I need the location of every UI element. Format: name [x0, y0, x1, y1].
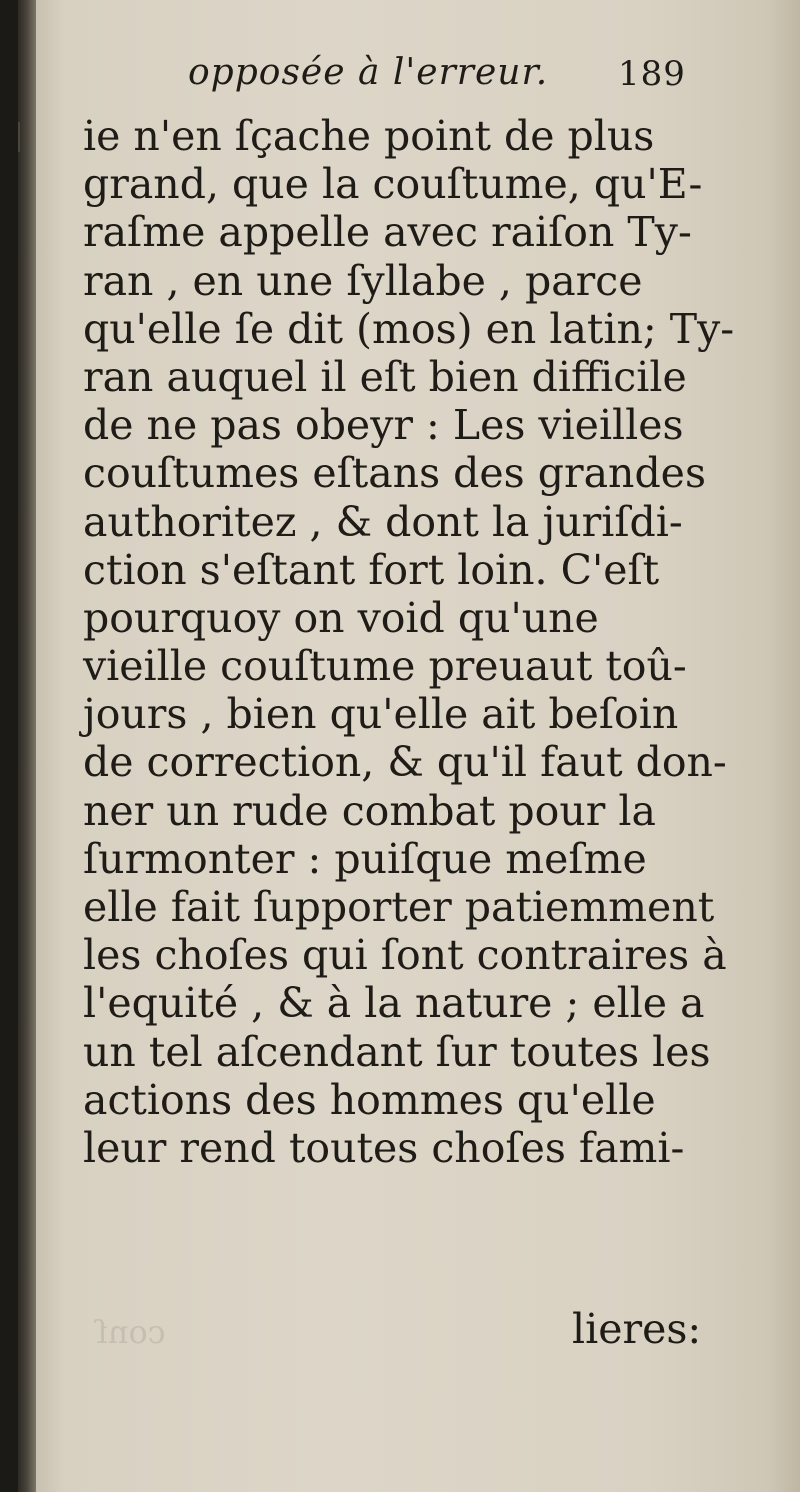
text-line: elle fait ſupporter patiemment [83, 883, 715, 931]
text-line: ie n'en ſçache point de plus [83, 112, 655, 160]
text-line: qu'elle ſe dit (mos) en latin; Ty- [83, 304, 735, 353]
page-gutter-shadow [18, 0, 36, 1492]
text-line: raſme appelle avec raiſon Ty- [83, 208, 692, 257]
text-line: de ne pas obeyr : Les vieilles [83, 401, 684, 450]
running-head: opposée à l'erreur. [188, 52, 549, 93]
text-line: actions des hommes qu'elle [83, 1075, 656, 1124]
text-line: authoritez , & dont la juriſdi- [83, 497, 683, 546]
body-text [83, 112, 735, 1172]
text-line: ner un rude combat pour la [83, 786, 656, 835]
text-line: ction s'eſtant fort loin. C'eſt [83, 545, 660, 594]
text-line: jours , bien qu'elle ait beſoin [83, 690, 679, 739]
margin-mark [18, 122, 20, 152]
text-line: pourquoy on void qu'une [83, 593, 599, 642]
text-line: ran , en une ſyllabe , parce [83, 256, 643, 305]
text-line: grand, que la couſtume, qu'E- [83, 160, 703, 209]
text-line: un tel aſcendant ſur toutes les [83, 1027, 711, 1076]
text-line: les choſes qui ſont contraires à [83, 931, 727, 980]
text-line: de correction, & qu'il faut don- [83, 738, 727, 787]
catchword: lieres: [572, 1305, 702, 1353]
text-line: leur rend toutes choſes fami- [83, 1123, 685, 1172]
page-number: 189 [618, 54, 686, 94]
text-line: ſurmonter : puiſque meſme [83, 834, 647, 883]
text-line: vieille couſtume preuaut toû- [83, 642, 687, 691]
text-line: couſtumes eſtans des grandes [83, 449, 706, 498]
text-line: l'equité , & à la nature ; elle a [83, 979, 705, 1028]
show-through-text: conſ [96, 1313, 166, 1351]
text-line: ran auquel il eſt bien difficile [83, 352, 687, 401]
book-page [18, 0, 800, 1492]
